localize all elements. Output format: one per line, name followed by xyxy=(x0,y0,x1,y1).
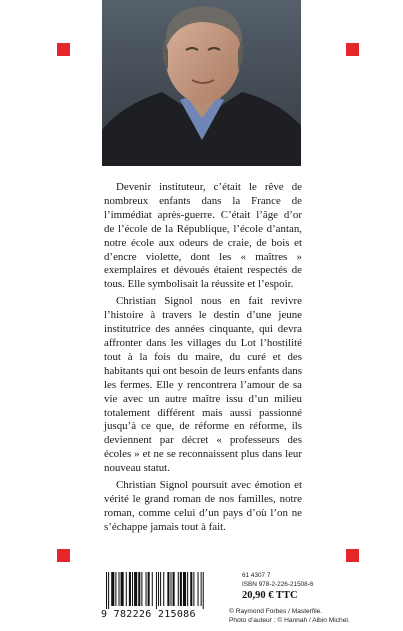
barcode-bar xyxy=(193,572,194,606)
corner-marker-top-right xyxy=(346,43,359,56)
paragraph: Christian Signol poursuit avec émotion et vérité le grand roman de nos familles, notre roman, comme celui d’un pays d’où l’on ne s’échappe jamais tout à fait. xyxy=(104,479,302,533)
barcode-bar xyxy=(132,572,133,606)
barcode-bars xyxy=(100,570,218,610)
photo-credits xyxy=(229,607,369,625)
barcode-bar xyxy=(190,572,192,606)
barcode-bar xyxy=(146,572,147,606)
barcode-bar xyxy=(180,572,182,606)
cover-credit: © Raymond Forbes / Masterfile. xyxy=(229,608,323,615)
barcode-digits: 9 782226 215086 xyxy=(100,609,218,620)
barcode-bar xyxy=(138,572,140,606)
barcode-bar xyxy=(141,572,142,606)
paragraph: Devenir instituteur, c’était le rêve de nombreux enfants dans la France de l’immédiat après-guerre. C’était l’âge d’or de l’école de la République, l’école d’antan, notre école aux odeurs de craie, de bois et d’encre violette, dont les « maîtres » exemplaires et dévoués étaient respectés de tous. Elle symbolisait la réussite et l’espoir. xyxy=(104,181,302,291)
isbn-info xyxy=(242,572,342,589)
barcode-bar xyxy=(129,572,131,606)
barcode-bar xyxy=(173,572,175,606)
author-portrait-image xyxy=(102,0,301,166)
barcode-bar xyxy=(126,572,127,606)
corner-marker-top-left xyxy=(57,43,70,56)
barcode-bar xyxy=(121,572,124,606)
barcode-bar xyxy=(167,572,169,606)
corner-marker-bottom-right xyxy=(346,549,359,562)
barcode-bar xyxy=(118,572,119,606)
barcode-bar xyxy=(134,572,137,606)
barcode-bar xyxy=(108,572,109,610)
barcode-bar xyxy=(187,572,188,606)
barcode-bar xyxy=(111,572,114,606)
corner-marker-bottom-left xyxy=(57,549,70,562)
barcode-bar xyxy=(170,572,171,606)
barcode-bar xyxy=(163,572,164,606)
barcode-bar xyxy=(198,572,199,606)
catalog-code: 61 4307 7 xyxy=(242,572,271,579)
barcode-bar xyxy=(160,572,161,606)
barcode-bar xyxy=(158,572,159,606)
barcode-bar xyxy=(156,572,157,610)
barcode-bar xyxy=(115,572,116,606)
price: 20,90 € TTC xyxy=(242,590,298,601)
paragraph: Christian Signol nous en fait revivre l’histoire à travers le destin d’une jeune institutrice des années cinquante, qui devra affronter dans les villages du Lot l’hostilité tout à la fois du maire, du curé et des habitants qui ont besoin de leurs enfants dans les fermes. Elle y rencontrera l’amour de sa vie avec un autre maître issu d’un milieu totalement différent mais aussi passionné jusqu’à ce que, de réforme en réforme, ils deviennent par décret « professeurs des écoles » et ne se reconnaissent plus dans leur nouveau statut. xyxy=(104,295,302,475)
barcode-bar xyxy=(148,572,150,606)
back-cover-text xyxy=(104,181,302,538)
author-photo-credit: Photo d’auteur : © Hannah / Albin Michel. xyxy=(229,617,350,624)
barcode-bar xyxy=(106,572,107,610)
author-photo xyxy=(102,0,301,166)
barcode-bar xyxy=(201,572,202,606)
isbn-number: ISBN 978-2-226-21508-6 xyxy=(242,580,314,588)
barcode-bar xyxy=(152,572,153,606)
barcode-bar xyxy=(178,572,179,606)
barcode-bar xyxy=(183,572,186,606)
barcode-bar xyxy=(203,572,204,610)
